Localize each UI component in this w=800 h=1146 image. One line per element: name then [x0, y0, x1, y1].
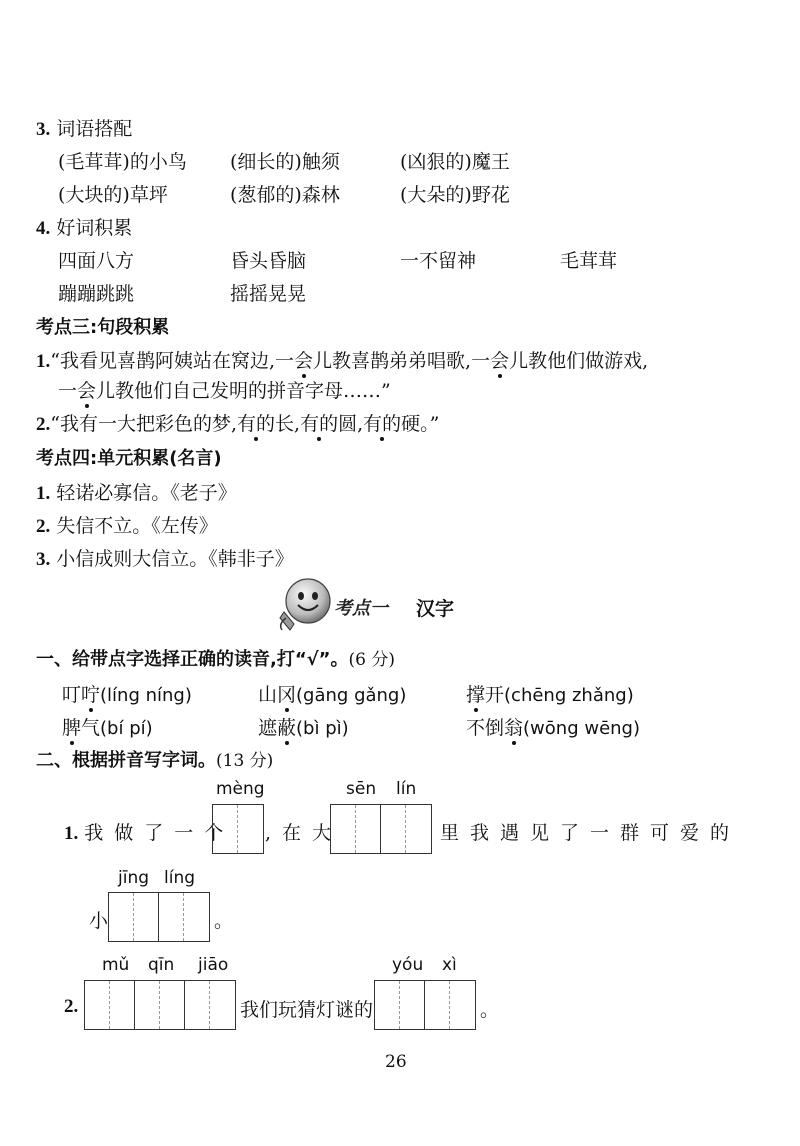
- pair-6: (大朵的)野花: [400, 184, 510, 206]
- word-3: 一不留神: [400, 250, 477, 272]
- q2-sentence-1-mid: ,在大: [265, 822, 343, 844]
- pair-1: (毛茸茸)的小鸟: [58, 151, 187, 173]
- word-2: 昏头昏脑: [230, 250, 307, 272]
- answer-box-youxi[interactable]: [374, 980, 476, 1030]
- q1-item-2: 山冈(gāng gǎng): [258, 684, 407, 706]
- pinyin-you: yóu: [392, 955, 424, 975]
- q1-item-1: 叮咛(líng níng): [62, 684, 192, 706]
- pinyin-jiao: jiāo: [198, 955, 229, 975]
- pinyin-mu: mǔ: [102, 955, 130, 975]
- banner-label: 考点一: [334, 598, 388, 619]
- pinyin-sen: sēn: [346, 779, 377, 799]
- q2-title: 二、根据拼音写字词。(13 分): [36, 750, 274, 771]
- pair-3: (凶狠的)魔王: [400, 151, 510, 173]
- section-3-title: 3. 词语搭配: [36, 118, 133, 140]
- q2-sentence-1-period: 。: [214, 910, 234, 932]
- answer-box-senlin[interactable]: [330, 804, 432, 854]
- word-4: 毛茸茸: [560, 250, 618, 272]
- pinyin-lin: lín: [396, 779, 417, 799]
- word-5: 蹦蹦跳跳: [58, 283, 135, 305]
- answer-box-mu-qin-jiao[interactable]: [84, 980, 236, 1030]
- pinyin-xi: xì: [442, 955, 457, 975]
- q1-item-3: 撑开(chēng zhǎng): [466, 684, 634, 706]
- k3-sentence-1-line-2: 一会儿教他们自己发明的拼音字母……”: [58, 380, 391, 402]
- pair-2: (细长的)触须: [230, 151, 340, 173]
- k3-sentence-2: 2.“我有一大把彩色的梦,有的长,有的圆,有的硬。”: [36, 413, 440, 435]
- q2-sentence-2-period: 。: [480, 999, 500, 1021]
- smiley-mascot-icon: [272, 574, 336, 634]
- pinyin-ling: líng: [164, 868, 196, 888]
- k3-title: 考点三:句段积累: [36, 317, 170, 338]
- pair-5: (葱郁的)森林: [230, 184, 340, 206]
- banner-topic: 汉字: [416, 598, 455, 620]
- quote-3: 3. 小信成则大信立。《韩非子》: [36, 548, 294, 570]
- q1-item-4: 脾气(bí pí): [62, 717, 153, 739]
- pair-4: (大块的)草坪: [58, 184, 168, 206]
- q1-title: 一、给带点字选择正确的读音,打“√”。(6 分): [36, 649, 395, 670]
- page-number: 26: [385, 1052, 407, 1072]
- q1-item-6: 不倒翁(wōng wēng): [466, 717, 640, 739]
- quote-2: 2. 失信不立。《左传》: [36, 515, 218, 537]
- q2-sentence-1-cont: 小: [89, 910, 109, 932]
- q2-sentence-1-end: 里我遇见了一群可爱的: [440, 822, 741, 844]
- k3-sentence-1-line-1: 1.“我看见喜鹊阿姨站在窝边,一会儿教喜鹊弟弟唱歌,一会儿教他们做游戏,: [36, 350, 649, 372]
- pinyin-meng: mèng: [216, 779, 265, 799]
- pinyin-jing: jīng: [118, 868, 150, 888]
- pinyin-qin: qīn: [148, 955, 175, 975]
- section-4-title: 4. 好词积累: [36, 217, 133, 239]
- answer-box-jingling[interactable]: [108, 892, 210, 942]
- q2-sentence-2-text: 我们玩猜灯谜的: [240, 999, 374, 1021]
- q2-sentence-2-num: 2.: [64, 996, 79, 1017]
- word-1: 四面八方: [58, 250, 135, 272]
- word-6: 摇摇晃晃: [230, 283, 307, 305]
- answer-box-meng[interactable]: [212, 804, 264, 854]
- q2-sentence-1-start: 1. 我做了一个: [64, 822, 235, 844]
- q1-item-5: 遮蔽(bì pì): [258, 717, 349, 739]
- quote-1: 1. 轻诺必寡信。《老子》: [36, 482, 237, 504]
- k4-title: 考点四:单元积累(名言): [36, 448, 222, 469]
